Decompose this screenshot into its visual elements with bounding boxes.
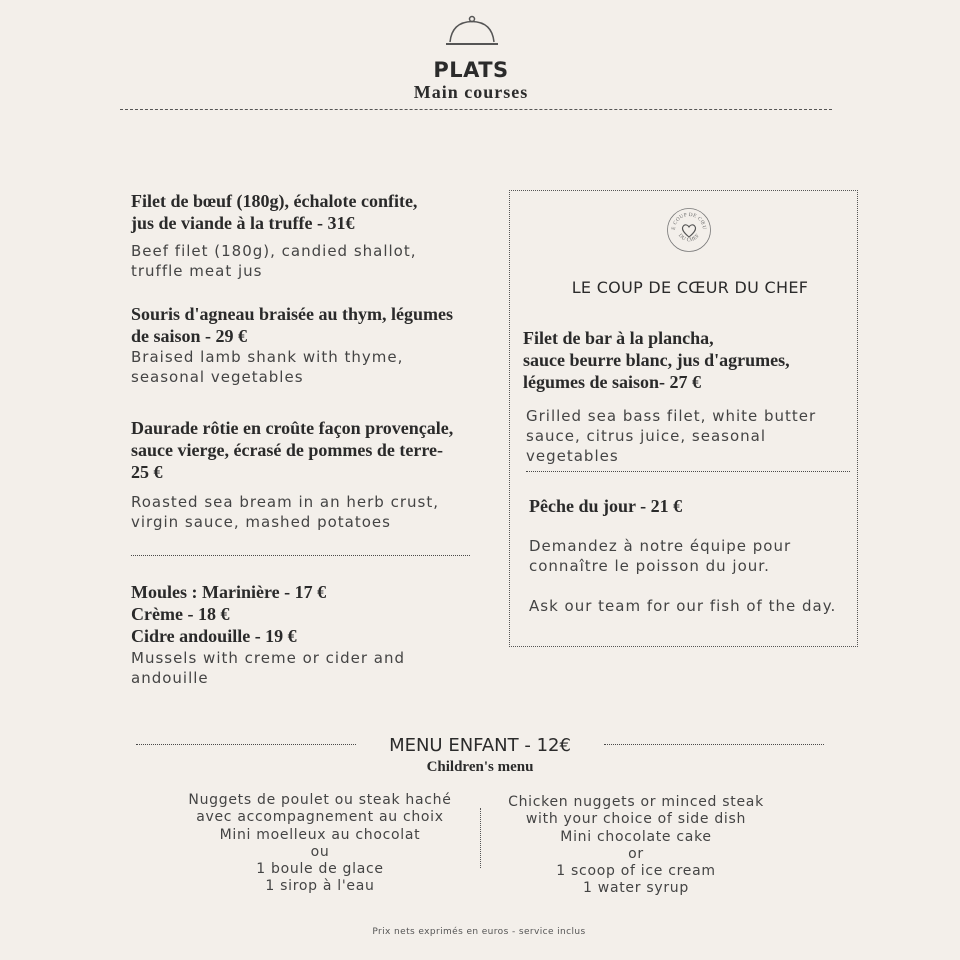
kids-menu-en: Chicken nuggets or minced steak with your choice of side dish Mini chocolate cake or 1 scoop of ice cream 1 water syrup (508, 794, 764, 897)
section-divider (131, 555, 470, 556)
page-subtitle: Main courses (413, 82, 529, 102)
dish-description: Beef filet (180g), candied shallot, truffle meat jus (131, 242, 417, 280)
kids-menu-fr: Nuggets de poulet ou steak haché avec accompagnement au choix Mini moelleux au chocolat ou 1 boule de glace 1 sirop à l'eau (188, 792, 452, 895)
svg-text:LE COUP DE CŒUR: E COUP DE CŒU (670, 211, 708, 231)
dish-title: Filet de bœuf (180g), échalote confite, jus de viande à la truffe - 31€ (131, 191, 418, 233)
kids-menu-title: MENU ENFANT - 12€ (389, 735, 571, 756)
kids-menu-subtitle: Children's menu (426, 759, 534, 775)
chef-divider (526, 471, 850, 472)
catch-of-day-description: Demandez à notre équipe pour connaître le poisson du jour. Ask our team for our fish of the day. (529, 537, 837, 615)
page-title: PLATS (433, 58, 509, 82)
footer-note: Prix nets exprimés en euros - service inclus (372, 927, 586, 937)
dish-description: Mussels with creme or cider and andouille (131, 649, 406, 687)
svg-text:DU CHEF: DU CHEF (676, 232, 702, 244)
kids-divider-left (136, 744, 356, 745)
dish-description: Roasted sea bream in an herb crust, virgin sauce, mashed potatoes (131, 493, 439, 531)
cloche-icon (444, 14, 500, 48)
header-divider (120, 109, 832, 110)
chef-special-heading: LE COUP DE CŒUR DU CHEF (571, 278, 809, 297)
chef-badge (666, 207, 712, 253)
catch-of-day-title: Pêche du jour - 21 € (529, 496, 683, 516)
dish-description: Braised lamb shank with thyme, seasonal vegetables (131, 348, 404, 386)
kids-divider-right (604, 744, 824, 745)
chef-special-title: Filet de bar à la plancha, sauce beurre blanc, jus d'agrumes, légumes de saison- 27 € (523, 328, 790, 392)
dish-title: Moules : Marinière - 17 € Crème - 18 € Cidre andouille - 19 € (131, 582, 327, 646)
chef-special-description: Grilled sea bass filet, white butter sauce, citrus juice, seasonal vegetables (526, 407, 817, 465)
dish-title: Daurade rôtie en croûte façon provençale, sauce vierge, écrasé de pommes de terre- 25 € (131, 418, 454, 482)
dish-title: Souris d'agneau braisée au thym, légumes de saison - 29 € (131, 304, 454, 346)
heart-icon (682, 225, 695, 237)
